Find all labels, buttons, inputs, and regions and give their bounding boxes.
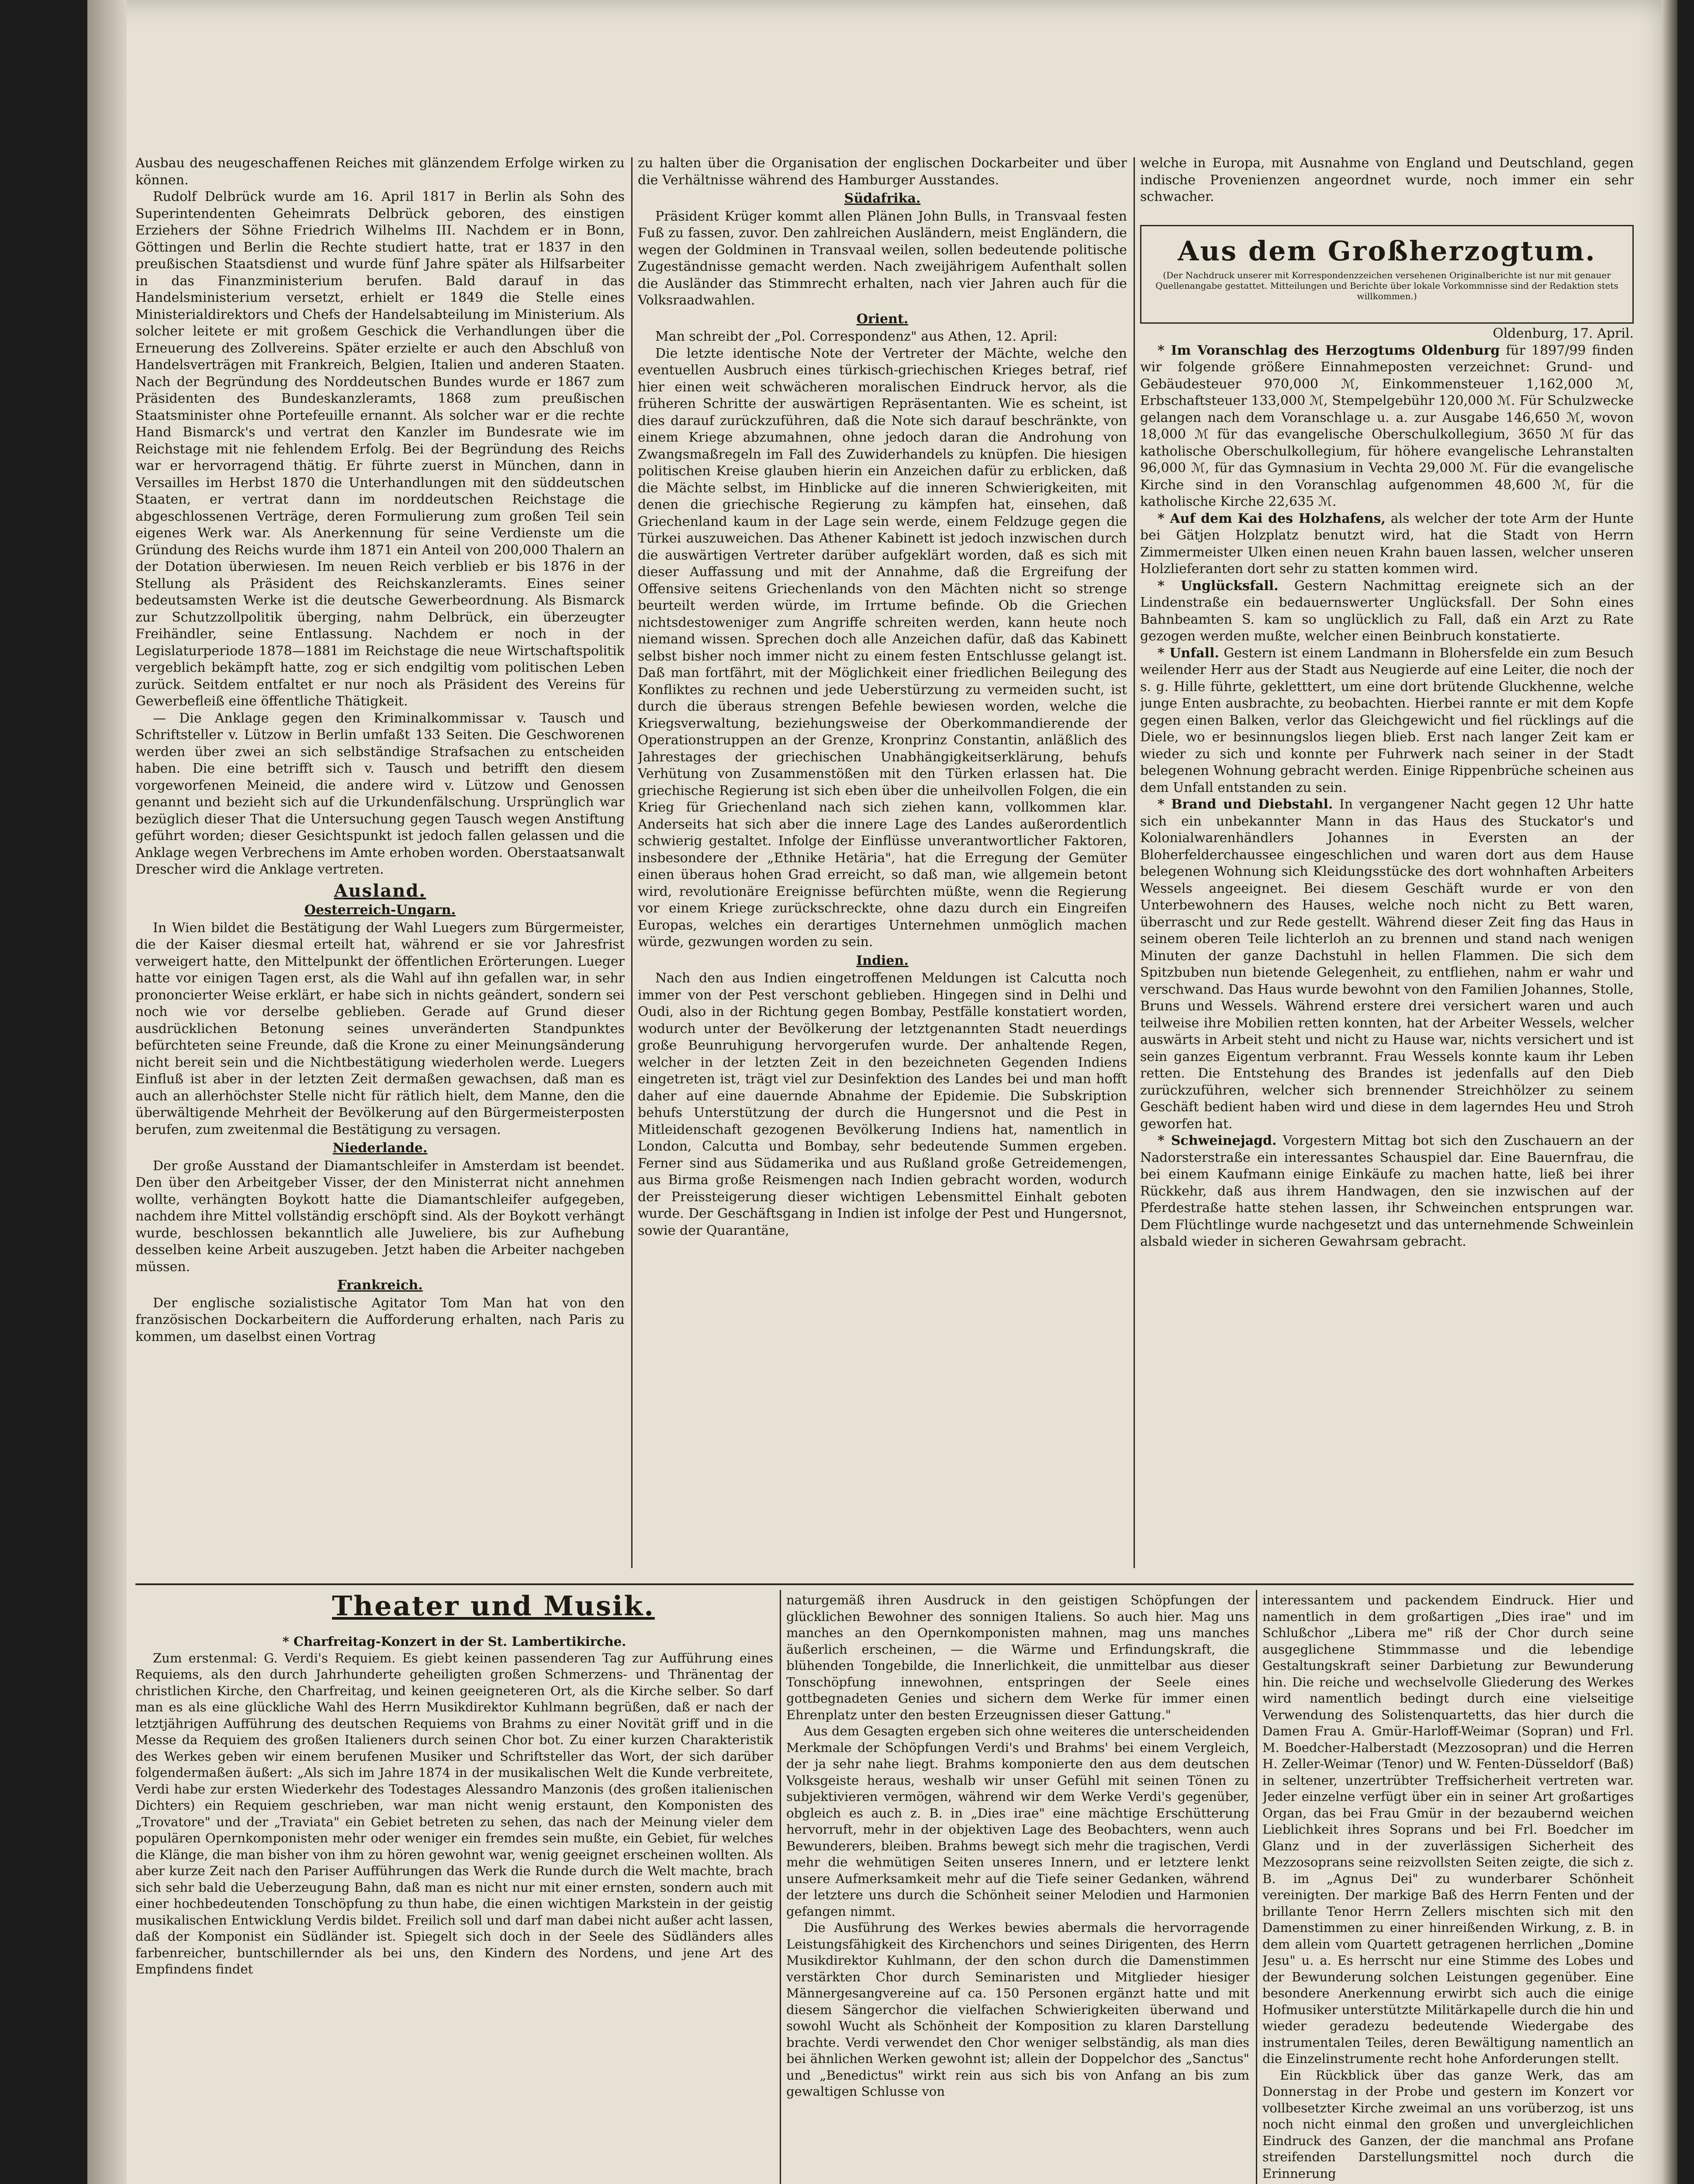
paragraph: In Wien bildet die Bestätigung der Wahl Luegers zum Bürgermeister, die der Kaiser diesmal erteilt hat, während er sie vor Jahresfrist verweigert hatte, den Mittelpunkt der öffentlichen Erörterungen. Lueger hatte vor einigen Tagen erst, als die Wahl auf ihn gefallen war, in sehr prononcierter Weise erklärt, er habe sich in nichts geändert, sondern sei noch wie vor derselbe geblieben. Gerade auf Grund dieser ausdrücklichen Betonung seines unveränderten Standpunktes befürchteten seine Freunde, daß die Krone zu einer Meinungsänderung nicht bereit sein und die Nichtbestätigung wiederholen werde. Luegers Einfluß ist aber in der letzten Zeit dermaßen gewachsen, daß man es auch an allerhöchster Stelle nicht für rätlich hielt, dem Manne, den die überwältigende Mehrheit der Bevölkerung auf den Bürgermeisterposten berufen, zum zweitenmal die Bestätigung zu versagen. — [135, 920, 625, 1137]
column-rule — [631, 157, 633, 1568]
page-right-edge — [1662, 0, 1677, 2184]
paragraph: Präsident Krüger kommt allen Plänen John Bulls, in Transvaal festen Fuß zu fassen, zuvor. Den zahlreichen Ausländern, meist Engländern, die wegen der Goldminen in Transvaal weilen, sollen bedeutende politische Zugeständnisse gemacht werden. Nach zweijährigem Aufenthalt sollen die Ausländer das Stimmrecht erhalten, nach vier Jahren auch für die Volksraadwahlen. — [638, 208, 1127, 308]
dateline: Oldenburg, 17. April. — [1493, 326, 1634, 341]
column-1 — [135, 155, 625, 1570]
paragraph: zu halten über die Organisation der englischen Dockarbeiter und über die Verhältnisse während des Hamburger Ausstandes. — [638, 156, 1127, 188]
subheading-frankreich: Frankreich. — [337, 1278, 423, 1293]
paragraph: Zum erstenmal: G. Verdi's Requiem. Es giebt keinen passenderen Tag zur Aufführung eines Requiems, als den durch Jahrhunderte geheiligten großen Schmerzens- und Thränentag der christlichen Kirche, den Charfreitag, und keinen geeigneteren Ort, als die Kirche selber. So darf man es als eine glückliche Wahl des Herrn Musikdirektor Kuhlmann begrüßen, daß er nach der letztjährigen Aufführung des deutschen Requiems von Brahms zu einer Novität griff und in die Messe da Requiem des großen Italieners durch seinen Chor bot. Zu einer kurzen Charakteristik des Werkes geben wir einem berufenen Musiker und Schriftsteller das Wort, der sich darüber folgendermaßen äußert: „Als sich im Jahre 1874 in der musikalischen Welt die Kunde verbreitete, Verdi habe zur ersten Wiederkehr des Todestages Alessandro Manzonis (des großen italienischen Dichters) ein Requiem geschrieben, war man nicht wenig erstaunt, den Komponisten des „Trovatore" und der „Traviata" ein Gebiet betreten zu sehen, das nach der Meinung vieler dem populären Opernkomponisten mehr oder weniger ein fremdes sein mußte, ein Gebiet, für welches die Klänge, die man bisher von ihm zu hören gewohnt war, wenig geeignet erscheinen wollten. Als aber kurze Zeit nach den Pariser Aufführungen das Werk die Runde durch die Welt machte, brach sich sehr bald die Ueberzeugung Bahn, daß man es nicht nur mit einer ernsten, sondern auch mit einer hochbedeutenden Tonschöpfung zu thun habe, die einen wichtigen Markstein in der geistig musikalischen Entwicklung Verdis bildet. Freilich soll und darf man dabei nicht außer acht lassen, daß der Komponist ein Südländer ist. Spiegelt sich doch in der Seele des Südländers alles farbenreicher, buntschillernder als bei uns, den Kindern des Nordens, und jene Art des Empfindens findet — [135, 1650, 773, 1977]
paragraph: Man schreibt der „Pol. Correspondenz" aus Athen, 12. April: — [655, 329, 1058, 344]
paragraph: * Charfreitag-Konzert in der St. Lambertikirche. — [282, 1634, 626, 1649]
reprint-note: (Der Nachdruck unserer mit Korrespondenzzeichen versehenen Originalberichte ist nur mit genauer Quellenangabe gestattet. Mitteilungen und Berichte über lokale Vorkommnisse sind der Redaktion stets willkommen.) — [1155, 270, 1618, 301]
section-title-grossherzogtum: Aus dem Großherzogtum. — [1178, 235, 1596, 267]
theater-column-3 — [1262, 1592, 1634, 2184]
paragraph: Ausbau des neugeschaffenen Reiches mit glänzendem Erfolge wirken zu können. — [135, 156, 625, 188]
item-lead: * Im Voranschlag des Herzogtums Oldenburg — [1158, 342, 1500, 358]
book-binding-edge — [87, 0, 127, 2184]
item-lead: * Schweinejagd. — [1158, 1133, 1277, 1148]
paragraph: Die Ausführung des Werkes bewies abermals die hervorragende Leistungsfähigkeit des Kirchenchors und seines Dirigenten, des Herrn Musikdirektor Kuhlmann, der den schon durch die Damenstimmen verstärkten Chor durch Seminaristen und Mitglieder hiesiger Männergesangvereine auf ca. 150 Personen ergänzt hatte und mit diesem Sängerchor die vielfachen Schwierigkeiten überwand und sowohl Wucht als Schönheit der Komposition zu klaren Darstellung brachte. Verdi verwendet den Chor weniger selbständig, als man dies bei ähnlichen Werken gewohnt ist; allein der Doppelchor des „Sanctus" und „Benedictus" wirkt rein aus sich bis von Anfang an bis zum gewaltigen Schlusse von — [786, 1920, 1249, 2099]
subheading-oesterreich: Oesterreich-Ungarn. — [304, 902, 456, 918]
feuilleton-divider — [135, 1583, 1634, 1585]
column-rule — [1134, 157, 1135, 1568]
paragraph: Der große Ausstand der Diamantschleifer in Amsterdam ist beendet. Den über den Arbeitgeber Visser, der den Ministerrat nicht annehmen wollte, verhängten Boykott hatte die Diamantschleifer aufgegeben, nachdem ihre Mittel vollständig erschöpft sind. Als der Boykott verhängt wurde, beschlossen bekanntlich alle Juweliere, bis zur Aufhebung desselben keine Arbeit auszugeben. Jetzt haben die Arbeiter nachgeben müssen. — [135, 1158, 625, 1275]
paragraph: Rudolf Delbrück wurde am 16. April 1817 in Berlin als Sohn des Superintendenten Geheimrats Delbrück geboren, des einstigen Erziehers der Söhne Friedrich Wilhelms III. Nachdem er in Bonn, Göttingen und Berlin die Rechte studiert hatte, trat er 1837 in den preußischen Staatsdienst und wurde fünf Jahre später als Hilfsarbeiter in das Finanzministerium berufen. Bald darauf in das Handelsministerium versetzt, erhielt er 1849 die Stelle eines Ministerialdirektors und Chefs der Handelsabteilung im Ministerium. Als solcher leitete er mit großem Geschick die Verhandlungen über die Erneuerung des Zollvereins. Später erzielte er auch den Abschluß von Handelsverträgen mit Frankreich, Belgien, Italien und anderen Staaten. Nach der Begründung des Norddeutschen Bundes wurde er 1867 zum Präsidenten des Bundeskanzleramts, 1868 zum preußischen Staatsminister ohne Portefeuille ernannt. Als solcher war er die rechte Hand Bismarck's und vertrat den Kanzler im Bundesrate wie im Reichstage mit nie fehlendem Erfolg. Bei der Begründung des Reichs war er hervorragend thätig. Er führte zuerst in München, dann in Versailles im Herbst 1870 die Unterhandlungen mit den süddeutschen Staaten, er vertrat dann im norddeutschen Reichstage die abgeschlossenen Verträge, deren Formulierung zum großen Teil sein eigenes Werk war. Als Anerkennung für seine Verdienste um die Gründung des Reichs wurde ihm 1871 ein Anteil von 200,000 Thalern an der Dotation überwiesen. Im neuen Reich verblieb er bis 1876 in der Stellung als Präsident des Reichskanzleramts. Eines seiner bedeutsamsten Werke ist die deutsche Gewerbeordnung. Als Bismarck zur Schutzzollpolitik überging, nahm Delbrück, ein überzeugter Freihändler, seine Entlassung. Nachdem er noch in der Legislaturperiode 1878—1881 im Reichstage die neue Wirtschaftspolitik vergeblich bekämpft hatte, zog er sich endgiltig vom politischen Leben zurück. Seitdem entfaltet er nur noch als Präsident des Vereins für Gewerbefleiß eine öffentliche Thätigkeit. — [135, 189, 625, 709]
column-2 — [638, 155, 1127, 1570]
item-lead: * Unfall. — [1158, 645, 1219, 661]
subheading-orient: Orient. — [856, 311, 909, 327]
paragraph: * Schweinejagd. Vorgestern Mittag bot sich den Zuschauern an der Nadorsterstraße ein interessantes Schauspiel dar. Eine Bauernfrau, die bei einem Kaufmann einige Einkäufe zu machen hatte, ließ bei ihrer Rückkehr, daß aus ihrem Handwagen, den sie inzwischen auf der Pferdestraße hatte stehen lassen, ihr Schweinchen entsprungen war. Dem Flüchtlinge wurde nachgesetzt und das unternehmende Schweinlein alsbald wieder in sicheren Gewahrsam gebracht. — [1140, 1133, 1634, 1249]
paragraph: * Im Voranschlag des Herzogtums Oldenburg für 1897/99 finden wir folgende größere Einnahmeposten verzeichnet: Grund- und Gebäudesteuer 970,000 ℳ, Einkommensteuer 1,162,000 ℳ, Erbschaftsteuer 133,000 ℳ, Stempelgebühr 120,000 ℳ. Für Schulzwecke gelangen nach dem Voranschlage u. a. zur Ausgabe 146,650 ℳ, wovon 18,000 ℳ für das evangelische Oberschulkollegium, 3650 ℳ für das katholische Oberschulkollegium, für höhere evangelische Lehranstalten 96,000 ℳ, für das Gymnasium in Vechta 29,000 ℳ. Für die evangelische Kirche sind in den Voranschlag aufgenommen 48,600 ℳ, für die katholische Kirche 22,635 ℳ. — [1140, 342, 1634, 509]
paragraph: * Brand und Diebstahl. In vergangener Nacht gegen 12 Uhr hatte sich ein unbekannter Mann in das Haus des Stuckator's und Kolonialwarenhändlers Johannes in Eversten an der Bloherfelderchaussee eingeschlichen und waren dort aus dem Hause belegenen Wohnung sich Kleidungsstücke des dort wohnhaften Arbeiters Wessels angeeignet. Bei diesem Geschäft wurde er von den Unterbewohnern des Hauses, welche noch nicht zu Bett waren, überrascht und zur Rede gestellt. Während dieser Zeit fing das Haus in seinem oberen Teile lichterloh an zu brennen und stand nach wenigen Minuten der ganze Dachstuhl in hellen Flammen. Die sich dem Spitzbuben nun bietende Gelegenheit, zu entfliehen, nahm er wahr und verschwand. Das Haus wurde bewohnt von den Familien Johannes, Stolle, Bruns und Wessels. Während erstere drei versichert waren und auch teilweise ihre Mobilien retten konnten, hat der Arbeiter Wessels, welcher auswärts in Arbeit steht und nicht zu Hause war, nichts versichert und ist sein ganzes Eigentum verbrannt. Frau Wessels konnte kaum ihr Leben retten. Die Entstehung des Brandes ist jedenfalls auf den Dieb zurückzuführen, welcher sich brennender Streichhölzer zu seinem Geschäft bedient haben wird und diese in dem lagerndes Heu und Stroh geworfen hat. — [1140, 797, 1634, 1132]
column-rule — [780, 1590, 781, 2184]
paragraph: Der englische sozialistische Agitator Tom Man hat von den französischen Dockarbeitern die Aufforderung erhalten, nach Paris zu kommen, um daselbst einen Vortrag — [135, 1295, 625, 1344]
subheading-suedafrika: Südafrika. — [844, 191, 921, 206]
item-lead: * Auf dem Kai des Holzhafens, — [1158, 511, 1386, 526]
paragraph: Die letzte identische Note der Vertreter der Mächte, welche den eventuellen Ausbruch eines türkisch-griechischen Krieges betraf, rief hier einen weit schwächeren moralischen Eindruck hervor, als die früheren Schritte der auswärtigen Repräsentanten. Wie es scheint, ist dies darauf zurückzuführen, daß die Note sich darauf beschränkte, von einem Kriege abzumahnen, ohne jedoch daran die Androhung von Zwangsmaßregeln im Fall des Zuwiderhandels zu knüpfen. Die hiesigen politischen Kreise glauben hierin ein Anzeichen dafür zu erblicken, daß die Mächte selbst, im Hinblicke auf die inneren Schwierigkeiten, mit denen die griechische Regierung zu kämpfen hat, einsehen, daß Griechenland kaum in der Lage sein werde, einem Feldzuge gegen die Türkei auszuweichen. Das Athener Kabinett ist jedoch inzwischen durch die auswärtigen Vertreter darüber aufgeklärt worden, daß es sich mit dieser Auffassung und mit der Annahme, daß die Ergreifung der Offensive seitens Griechenlands von den Mächten nicht so strenge beurteilt werden würde, im Irrtume befinde. Ob die Griechen nichtsdestoweniger zum Angriffe schreiten werden, kann heute noch niemand wissen. Sprechen doch alle Anzeichen dafür, daß das Kabinett selbst bisher noch immer nicht zu einem festen Entschlusse gelangt ist. Daß man fortfährt, mit der Möglichkeit einer friedlichen Beilegung des Konfliktes zu rechnen und jede Ueberstürzung zu vermeiden sucht, ist durch die überaus strengen Befehle bewiesen worden, welche die Kriegsverwaltung, beziehungsweise der Oberkommandierende der Operationstruppen an der Grenze, Kronprinz Constantin, anläßlich des Jahrestages der griechischen Unabhängigkeitserklärung, behufs Verhütung von Zusammenstößen mit den Türken erlassen hat. Die griechische Regierung ist sich eben über die unheilvollen Folgen, die ein Krieg für Griechenland nach sich ziehen kann, vollkommen klar. Anderseits hat sich aber die innere Lage des Landes außerordentlich schwierig gestaltet. Infolge der Einflüsse unverantwortlicher Faktoren, insbesondere der „Ethnike Hetäria", hat die Erregung der Gemüter einen überaus hohen Grad erreicht, so daß man, wie allgemein betont wird, revolutionäre Ereignisse befürchten müßte, wenn die Regierung vor einem Kriege zurückschreckte, ohne dazu durch ein Eingreifen Europas, welches ein derartiges Unternehmen unmöglich machen würde, gezwungen worden zu sein. — [638, 346, 1127, 950]
column-3-top — [1140, 155, 1634, 216]
paragraph: * Auf dem Kai des Holzhafens, als welcher der tote Arm der Hunte bei Gätjen Holzplatz benutzt wird, hat die Stadt von Herrn Zimmermeister Ulken einen neuen Krahn bauen lassen, welcher unseren Holzlieferanten dort sehr zu statten kommen wird. — [1140, 511, 1634, 577]
paragraph: * Unglücksfall. Gestern Nachmittag ereignete sich an der Lindenstraße ein bedauernswerter Unglücksfall. Der Sohn eines Bahnbeamten S. kam so unglücklich zu Fall, daß ein Arzt zu Rate gezogen werden mußte, welcher einen Beinbruch konstatierte. — [1140, 578, 1634, 644]
theater-column-2 — [786, 1592, 1249, 2184]
paragraph: naturgemäß ihren Ausdruck in den geistigen Schöpfungen der glücklichen Bewohner des sonnigen Italiens. So auch hier. Mag uns manches an den Opernkomponisten mahnen, mag uns manches äußerlich erscheinen, — die Wärme und Erfindungskraft, die blühenden Tongebilde, die Innerlichkeit, die unmittelbar aus dieser Tonschöpfung innewohnen, entspringen der Seele eines gottbegnadeten Genies und sichern dem Werke für immer einen Ehrenplatz unter den besten Erzeugnissen dieser Gattung." — [786, 1593, 1249, 1722]
paragraph: interessantem und packendem Eindruck. Hier und namentlich in dem großartigen „Dies irae" und im Schlußchor „Libera me" riß der Chor durch seine ausgeglichene Stimmmasse und die lebendige Gestaltungskraft seiner Darbietung zur Bewunderung hin. Die reiche und wechselvolle Gliederung des Werkes wird namentlich bedingt durch eine vielseitige Verwendung des Solistenquartetts, das hier durch die Damen Frau A. Gmür-Harloff-Weimar (Sopran) und Frl. M. Boedcher-Halberstadt (Mezzosopran) und die Herren H. Zeller-Weimar (Tenor) und W. Fenten-Düsseldorf (Baß) in seltener, unzertrübter Treffsicherheit vertreten war. Jeder einzelne verfügt über ein in seiner Art großartiges Organ, das bei Frau Gmür in der bezaubernd weichen Lieblichkeit ihres Soprans und bei Frl. Boedcher im Glanz und in der zuverlässigen Sicherheit des Mezzosoprans seine reizvollsten Seiten zeigte, die sich z. B. im „Agnus Dei" zu wunderbarer Schönheit vereinigten. Der markige Baß des Herrn Fenten und der brillante Tenor Herrn Zellers mischten sich mit den Damenstimmen zu einer hinreißenden Wirkung, z. B. in dem allein vom Quartett getragenen herrlichen „Domine Jesu" u. a. Es herrscht nur eine Stimme des Lobes und der Bewunderung solchen Leistungen gegenüber. Eine besondere Anerkennung erwirbt sich auch die einige Hofmusiker unterstützte Militärkapelle durch die hin und wieder geradezu bedeutende Wiedergabe des instrumentalen Teiles, deren Bewältigung namentlich an die Einzelinstrumente recht hohe Anforderungen stellt. — [1262, 1593, 1634, 2066]
regional-section-header — [1140, 225, 1634, 324]
paragraph: Ein Rückblick über das ganze Werk, das am Donnerstag in der Probe und gestern im Konzert vor vollbesetzter Kirche zweimal an uns vorüberzog, ist uns noch nicht einmal den großen und unvergleichlichen Eindruck des Ganzen, der die manchmal ans Profane streifenden Darstellungsmittel noch durch die Erinnerung — [1262, 2067, 1634, 2181]
theater-section-title: Theater und Musik. — [332, 1590, 655, 1622]
column-rule — [1256, 1590, 1257, 2184]
paragraph: — Die Anklage gegen den Kriminalkommissar v. Tausch und Schriftsteller v. Lützow in Berlin umfaßt 133 Seiten. Die Geschworenen werden über zwei an sich selbständige Strafsachen zu entscheiden haben. Die eine betrifft sich v. Tausch und betrifft den diesem vorgeworfenen Meineid, die andere wird v. Lützow und Genossen genannt und bezieht sich auf die Urkundenfälschung. Ursprünglich war bezüglich dieser That die Untersuchung gegen Tausch wegen Anstiftung geführt worden; dieser Gesichtspunkt ist jedoch fallen gelassen und die Anklage wegen Verbrechens im Amte erhoben worden. Oberstaatsanwalt Drescher wird die Anklage vertreten. — [135, 710, 625, 877]
theater-column-1 — [135, 1634, 773, 2184]
paragraph: * Unfall. Gestern ist einem Landmann in Blohersfelde ein zum Besuch weilender Herr aus der Stadt aus Neugierde auf eine Leiter, die noch der s. g. Hille führte, gekletttert, um eine dort brütende Gluckhenne, welche junge Enten ausbrachte, zu beobachten. Hierbei rannte er mit dem Kopfe gegen einen Balken, verlor das Gleichgewicht und fiel rücklings auf die Diele, wo er besinnungslos liegen blieb. Erst nach langer Zeit kam er wieder zu sich und konnte per Fuhrwerk nach seiner in der Stadt belegenen Wohnung gebracht werden. Einige Rippenbrüche scheinen aus dem Unfall entstanden zu sein. — [1140, 645, 1634, 795]
paragraph: Aus dem Gesagten ergeben sich ohne weiteres die unterscheidenden Merkmale der Schöpfungen Verdi's und Brahms' bei einem Vergleich, der ja sehr nahe liegt. Brahms komponierte den aus dem deutschen Volksgeiste heraus, weshalb wir unser Gefühl mit seinen Tönen zu subjektivieren vermögen, während wir dem Werke Verdi's gegenüber, obgleich es auch z. B. in „Dies irae" eine mächtige Erschütterung hervorruft, mehr in der objektiven Lage des Beobachters, wenn auch Bewunderers, bleiben. Brahms bewegt sich mehr die tragischen, Verdi mehr die wehmütigen Seiten unseres Innern, und er letztere lenkt unsere Aufmerksamkeit mehr auf die Tiefe seiner Gedanken, während der letztere uns durch die Schönheit seiner Melodien und Harmonien gefangen nimmt. — [786, 1724, 1249, 1919]
item-lead: * Unglücksfall. — [1158, 578, 1279, 594]
newspaper-page — [87, 0, 1677, 2184]
section-heading-ausland: Ausland. — [334, 880, 426, 901]
paragraph: welche in Europa, mit Ausnahme von England und Deutschland, gegen indische Provenienzen angeordnet wurde, noch immer ein sehr schwacher. — [1140, 156, 1634, 204]
column-3 — [1140, 325, 1634, 1570]
item-lead: * Brand und Diebstahl. — [1158, 797, 1333, 812]
subheading-indien: Indien. — [856, 953, 909, 968]
paragraph: Nach den aus Indien eingetroffenen Meldungen ist Calcutta noch immer von der Pest verschont geblieben. Hingegen sind in Delhi und Oudi, also in der Richtung gegen Bombay, Pestfälle konstatiert worden, wodurch unter der Bevölkerung der letztgenannten Stadt neuerdings große Beunruhigung hervorgerufen wurde. Der anhaltende Regen, welcher in der letzten Zeit in den bezeichneten Gegenden Indiens eingetreten ist, trägt viel zur Desinfektion des Landes bei und man hofft daher auf eine dauernde Abnahme der Epidemie. Die Subskription behufs Unterstützung der durch die Hungersnot und die Pest in Mitleidenschaft gezogenen Bevölkerung Indiens hat, namentlich in London, Calcutta und Bombay, sehr bedeutende Summen ergeben. Ferner sind aus Südamerika und aus Rußland große Getreidemengen, aus Birma große Reismengen nach Indien gebracht worden, wodurch der Preissteigerung dieser wichtigen Lebensmittel Einhalt geboten wurde. Der Geschäftsgang in Indien ist infolge der Pest und Hungersnot, sowie der Quarantäne, — [638, 971, 1127, 1238]
subheading-niederlande: Niederlande. — [332, 1140, 428, 1156]
